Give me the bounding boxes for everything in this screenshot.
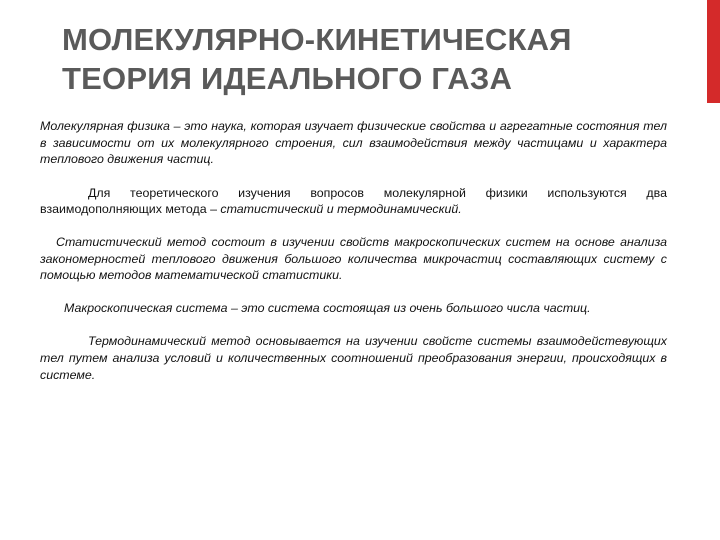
slide-body xyxy=(40,118,667,383)
paragraph-statistical-method: Статистический метод состоит в изучении свойств макроскопических систем на основе анализа закономерностей теплового движения большого количества микрочастиц составляющих систему с помощью методов математической статистики. xyxy=(40,234,667,283)
paragraph-methods-text: Для теоретического изучения вопросов молекулярной физики используются два взаимодополняющих метода – xyxy=(40,185,667,217)
title-line-1: МОЛЕКУЛЯРНО-КИНЕТИЧЕСКАЯ xyxy=(62,22,572,57)
paragraph-macroscopic-system: Макроскопическая система – это система состоящая из очень большого числа частиц. xyxy=(64,300,591,315)
paragraph-methods xyxy=(40,185,667,218)
paragraph-molecular-physics: Молекулярная физика – это наука, которая изучает физические свойства и агрегатные состояния тел в зависимости от их молекулярного строения, сил взаимодействия между частицами и характера теплового движения частиц. xyxy=(40,119,667,167)
slide-title xyxy=(62,20,702,98)
title-line-2: ТЕОРИЯ ИДЕАЛЬНОГО ГАЗА xyxy=(62,61,513,96)
accent-bar xyxy=(707,0,720,103)
paragraph-thermodynamic-method: Термодинамический метод основывается на изучении свойсте системы взаимодейстевующих тел путем анализа условий и количественных соотношений преобразования энергии, происходящих в системе. xyxy=(40,334,667,382)
paragraph-methods-emphasis: статистический и термодинамический. xyxy=(220,202,462,217)
